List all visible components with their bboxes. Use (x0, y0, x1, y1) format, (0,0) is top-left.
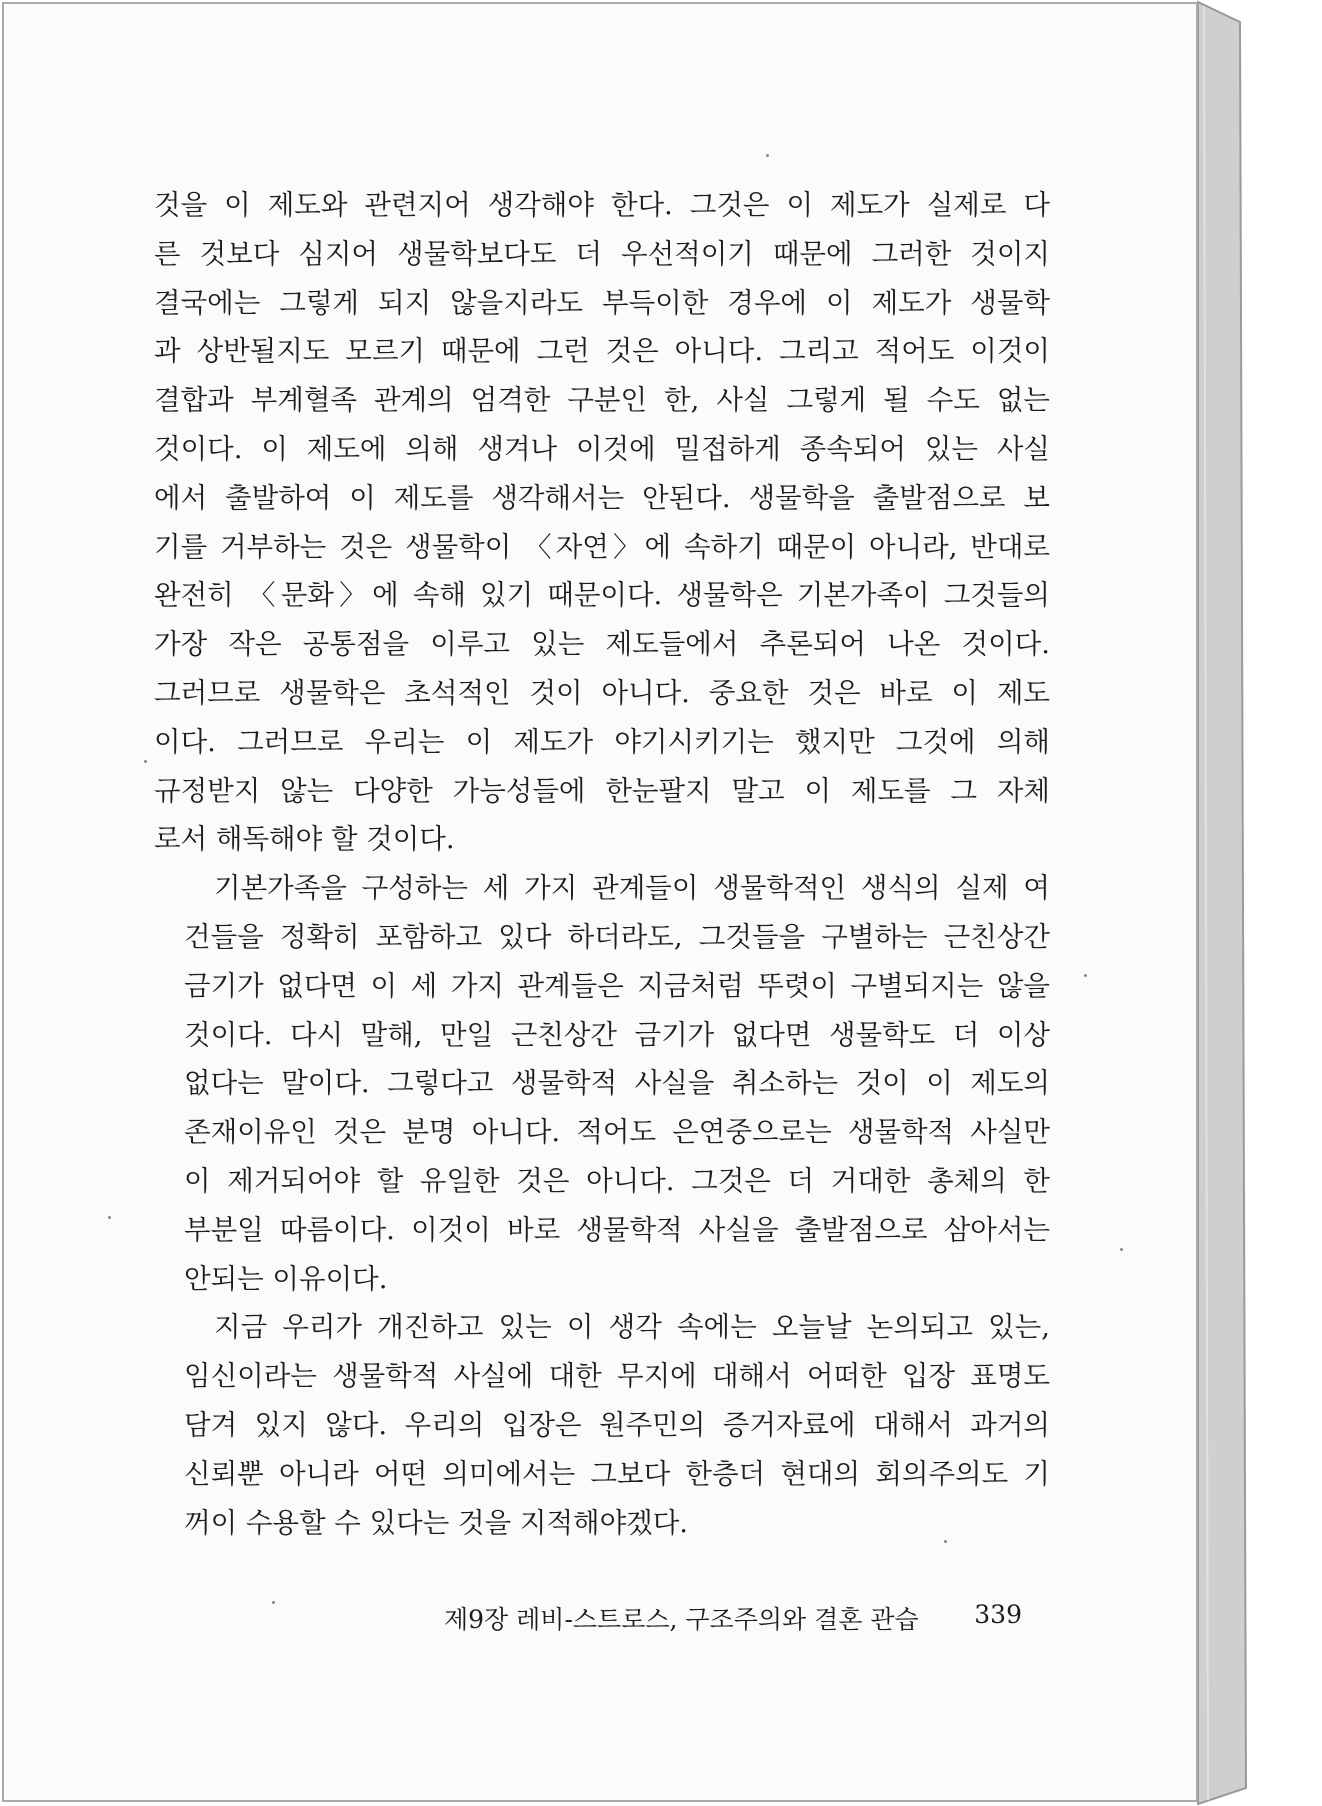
text-line: 부분일 따름이다. 이것이 바로 생물학적 사실을 출발점으로 삼아서는 (184, 1213, 1050, 1246)
body-text (154, 181, 1050, 1547)
text-line: 신뢰뿐 아니라 어떤 의미에서는 그보다 한층더 현대의 회의주의도 기 (184, 1457, 1050, 1490)
text-line: 결국에는 그렇게 되지 않을지라도 부득이한 경우에 이 제도가 생물학 (154, 286, 1050, 319)
text-line: 것을 이 제도와 관련지어 생각해야 한다. 그것은 이 제도가 실제로 다 (154, 189, 1050, 221)
text-line: 에서 출발하여 이 제도를 생각해서는 안된다. 생물학을 출발점으로 보 (154, 481, 1050, 514)
text-line: 기본가족을 구성하는 세 가지 관계들이 생물학적인 생식의 실제 여 (214, 872, 1050, 905)
scan-speck (1084, 974, 1087, 977)
text-line: 완전히 〈문화〉에 속해 있기 때문이다. 생물학은 기본가족이 그것들의 (154, 579, 1050, 612)
scan-speck (766, 154, 769, 157)
page-number: 339 (974, 1600, 1022, 1629)
text-line: 과 상반될지도 모르기 때문에 그런 것은 아니다. 그리고 적어도 이것이 (154, 335, 1050, 368)
text-line: 이다. 그러므로 우리는 이 제도가 야기시키기는 했지만 그것에 의해 (154, 725, 1050, 758)
text-line: 로서 해독해야 할 것이다. (154, 823, 455, 856)
scan-speck (1120, 1248, 1123, 1251)
text-line: 없다는 말이다. 그렇다고 생물학적 사실을 취소하는 것이 이 제도의 (184, 1067, 1050, 1100)
paragraph (154, 181, 1050, 864)
text-line: 임신이라는 생물학적 사실에 대한 무지에 대해서 어떠한 입장 표명도 (184, 1360, 1050, 1393)
scan-speck (944, 1540, 947, 1543)
text-line: 안되는 이유이다. (184, 1262, 388, 1295)
paragraph (154, 1303, 1050, 1547)
scan-speck (272, 1601, 275, 1604)
running-head: 제9장 레비-스트로스, 구조주의와 결혼 관습 (444, 1605, 919, 1634)
text-line: 것이다. 다시 말해, 만일 근친상간 금기가 없다면 생물학도 더 이상 (184, 1018, 1051, 1051)
scan-speck (108, 1216, 111, 1219)
text-line: 금기가 없다면 이 세 가지 관계들은 지금처럼 뚜렷이 구별되지는 않을 (184, 969, 1050, 1002)
text-line: 것이다. 이 제도에 의해 생겨나 이것에 밀접하게 종속되어 있는 사실 (154, 432, 1050, 465)
text-line: 그러므로 생물학은 초석적인 것이 아니다. 중요한 것은 바로 이 제도 (154, 676, 1050, 709)
scan-speck (144, 760, 147, 763)
text-line: 른 것보다 심지어 생물학보다도 더 우선적이기 때문에 그러한 것이지 (154, 237, 1050, 270)
text-line: 가장 작은 공통점을 이루고 있는 제도들에서 추론되어 나온 것이다. (154, 628, 1050, 661)
text-line: 규정받지 않는 다양한 가능성들에 한눈팔지 말고 이 제도를 그 자체 (154, 774, 1050, 807)
running-footer (444, 1600, 1022, 1636)
text-line: 이 제거되어야 할 유일한 것은 아니다. 그것은 더 거대한 총체의 한 (184, 1164, 1050, 1197)
text-line: 담겨 있지 않다. 우리의 입장은 원주민의 증거자료에 대해서 과거의 (184, 1408, 1050, 1441)
text-line: 지금 우리가 개진하고 있는 이 생각 속에는 오늘날 논의되고 있는, (214, 1311, 1050, 1344)
page-sheet (2, 2, 1198, 1802)
text-line: 건들을 정확히 포함하고 있다 하더라도, 그것들을 구별하는 근친상간 (184, 920, 1050, 953)
text-line: 기를 거부하는 것은 생물학이 〈자연〉에 속하기 때문이 아니라, 반대로 (154, 530, 1050, 563)
text-line: 존재이유인 것은 분명 아니다. 적어도 은연중으로는 생물학적 사실만 (184, 1116, 1050, 1149)
text-line: 결합과 부계혈족 관계의 엄격한 구분인 한, 사실 그렇게 될 수도 없는 (154, 384, 1050, 417)
text-line: 꺼이 수용할 수 있다는 것을 지적해야겠다. (184, 1506, 689, 1539)
paragraph (154, 864, 1050, 1303)
